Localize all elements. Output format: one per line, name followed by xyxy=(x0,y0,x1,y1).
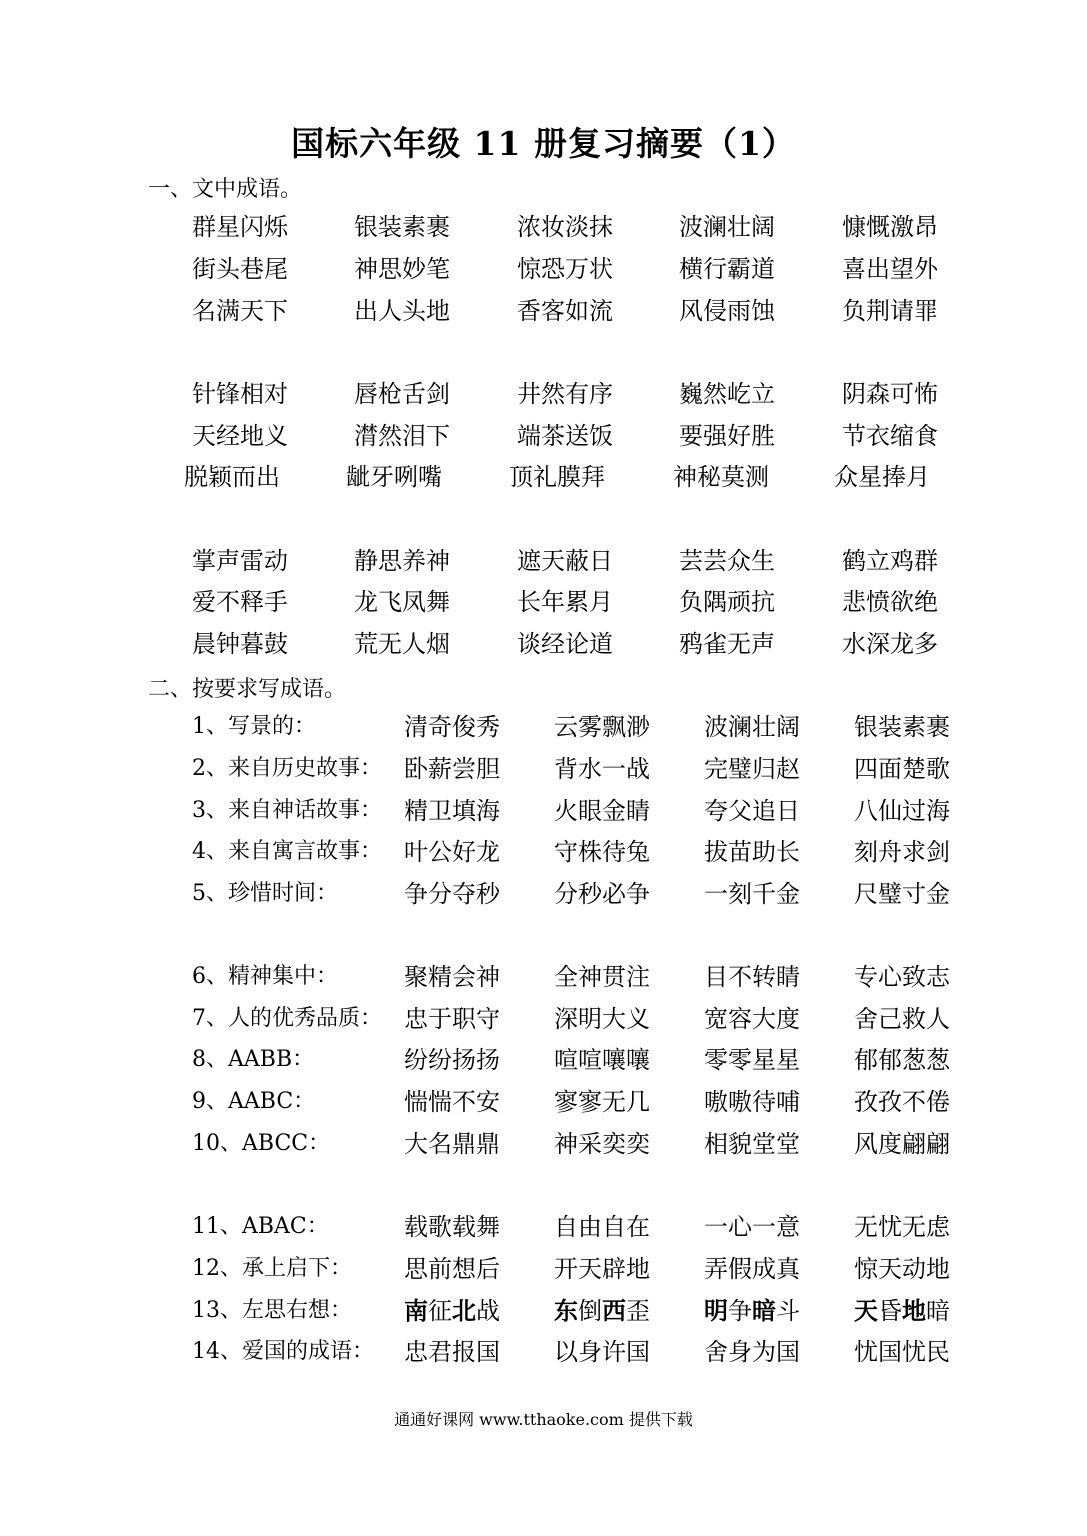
idiom-cell: 谈经论道 xyxy=(517,630,613,658)
idiom-cell: 目不转睛 xyxy=(704,963,800,991)
idiom-category-row xyxy=(0,960,1087,994)
idiom-cell: 浓妆淡抹 xyxy=(517,213,613,241)
idiom-category-row xyxy=(0,1043,1087,1077)
idiom-cell: 出人头地 xyxy=(354,297,450,325)
idiom-cell: 掌声雷动 xyxy=(192,547,288,575)
idiom-category-row xyxy=(0,1127,1087,1161)
idiom-category-row xyxy=(0,1335,1087,1369)
idiom-cell: 载歌载舞 xyxy=(404,1213,500,1241)
idiom-cell: 纷纷扬扬 xyxy=(404,1046,500,1074)
idiom-cell: 八仙过海 xyxy=(854,797,950,825)
idiom-category-row xyxy=(0,1252,1087,1286)
idiom-cell: 波澜壮阔 xyxy=(679,213,775,241)
idiom-cell: 思前想后 xyxy=(404,1255,500,1283)
idiom-cell: 晨钟暮鼓 xyxy=(192,630,288,658)
category-label: 14、爱国的成语： xyxy=(192,1339,374,1364)
idiom-cell: 惊恐万状 xyxy=(517,255,613,283)
idiom-category-row xyxy=(0,877,1087,911)
idiom-cell: 宽容大度 xyxy=(704,1005,800,1033)
idiom-cell: 一刻千金 xyxy=(704,880,800,908)
idiom-category-row xyxy=(0,710,1087,744)
idiom-cell: 慷慨激昂 xyxy=(842,213,938,241)
idiom-cell: 悲愤欲绝 xyxy=(842,588,938,616)
idiom-cell: 脱颖而出 xyxy=(184,463,280,491)
idiom-cell: 香客如流 xyxy=(517,297,613,325)
idiom-cell: 龙飞凤舞 xyxy=(354,588,450,616)
category-label: 8、AABB： xyxy=(192,1047,315,1072)
idiom-cell: 卧薪尝胆 xyxy=(404,755,500,783)
idiom-cell: 专心致志 xyxy=(854,963,950,991)
category-label: 3、来自神话故事： xyxy=(192,798,382,823)
idiom-cell: 街头巷尾 xyxy=(192,255,288,283)
idiom-cell: 一心一意 xyxy=(704,1213,800,1241)
idiom-cell: 南征北战 xyxy=(404,1297,500,1325)
idiom-cell: 拔苗助长 xyxy=(704,838,800,866)
idiom-row xyxy=(0,627,1087,661)
idiom-cell: 弄假成真 xyxy=(704,1255,800,1283)
idiom-cell: 井然有序 xyxy=(517,380,613,408)
idiom-cell: 相貌堂堂 xyxy=(704,1130,800,1158)
idiom-category-row xyxy=(0,794,1087,828)
idiom-cell: 横行霸道 xyxy=(679,255,775,283)
idiom-cell: 云雾飘渺 xyxy=(554,713,650,741)
idiom-cell: 惴惴不安 xyxy=(404,1088,500,1116)
idiom-cell: 负隅顽抗 xyxy=(679,588,775,616)
category-label: 12、承上启下： xyxy=(192,1256,352,1281)
idiom-cell: 喜出望外 xyxy=(842,255,938,283)
idiom-cell: 遮天蔽日 xyxy=(517,547,613,575)
idiom-cell: 分秒必争 xyxy=(554,880,650,908)
idiom-cell: 荒无人烟 xyxy=(354,630,450,658)
idiom-row xyxy=(0,544,1087,578)
idiom-cell: 争分夺秒 xyxy=(404,880,500,908)
idiom-cell: 针锋相对 xyxy=(192,380,288,408)
idiom-cell: 开天辟地 xyxy=(554,1255,650,1283)
idiom-cell: 完璧归赵 xyxy=(704,755,800,783)
category-label: 13、左思右想： xyxy=(192,1298,352,1323)
idiom-cell: 神秘莫测 xyxy=(673,463,769,491)
category-label: 11、ABAC： xyxy=(192,1214,329,1239)
category-label: 5、珍惜时间： xyxy=(192,881,338,906)
idiom-row xyxy=(0,294,1087,328)
idiom-cell: 忠君报国 xyxy=(404,1338,500,1366)
idiom-category-row xyxy=(0,835,1087,869)
idiom-cell: 龇牙咧嘴 xyxy=(346,463,442,491)
idiom-cell: 寥寥无几 xyxy=(554,1088,650,1116)
idiom-cell: 以身许国 xyxy=(554,1338,650,1366)
idiom-cell: 舍身为国 xyxy=(704,1338,800,1366)
idiom-cell: 自由自在 xyxy=(554,1213,650,1241)
idiom-cell: 名满天下 xyxy=(192,297,288,325)
idiom-cell: 长年累月 xyxy=(517,588,613,616)
idiom-cell: 巍然屹立 xyxy=(679,380,775,408)
section1-heading: 一、文中成语。 xyxy=(148,177,303,202)
idiom-cell: 舍己救人 xyxy=(854,1005,950,1033)
idiom-cell: 深明大义 xyxy=(554,1005,650,1033)
idiom-cell: 零零星星 xyxy=(704,1046,800,1074)
idiom-cell: 尺璧寸金 xyxy=(854,880,950,908)
idiom-cell: 要强好胜 xyxy=(679,422,775,450)
idiom-cell: 顶礼膜拜 xyxy=(509,463,605,491)
idiom-cell: 夸父追日 xyxy=(704,797,800,825)
idiom-cell: 刻舟求剑 xyxy=(854,838,950,866)
idiom-cell: 孜孜不倦 xyxy=(854,1088,950,1116)
idiom-cell: 唇枪舌剑 xyxy=(354,380,450,408)
idiom-cell: 火眼金睛 xyxy=(554,797,650,825)
idiom-cell: 潸然泪下 xyxy=(354,422,450,450)
idiom-cell: 银装素裹 xyxy=(354,213,450,241)
idiom-cell: 清奇俊秀 xyxy=(404,713,500,741)
idiom-cell: 背水一战 xyxy=(554,755,650,783)
idiom-category-row xyxy=(0,1002,1087,1036)
idiom-cell: 水深龙多 xyxy=(842,630,938,658)
idiom-cell: 全神贯注 xyxy=(554,963,650,991)
idiom-cell: 静思养神 xyxy=(354,547,450,575)
section2-heading: 二、按要求写成语。 xyxy=(148,677,347,702)
idiom-cell: 郁郁葱葱 xyxy=(854,1046,950,1074)
idiom-cell: 喧喧嚷嚷 xyxy=(554,1046,650,1074)
page-title: 国标六年级 11 册复习摘要（1） xyxy=(291,124,796,163)
idiom-cell: 明争暗斗 xyxy=(704,1297,800,1325)
idiom-cell: 大名鼎鼎 xyxy=(404,1130,500,1158)
category-label: 9、AABC： xyxy=(192,1089,316,1114)
idiom-cell: 风度翩翩 xyxy=(854,1130,950,1158)
idiom-cell: 爱不释手 xyxy=(192,588,288,616)
idiom-cell: 天经地义 xyxy=(192,422,288,450)
idiom-cell: 银装素裹 xyxy=(854,713,950,741)
category-label: 6、精神集中： xyxy=(192,964,338,989)
idiom-cell: 忠于职守 xyxy=(404,1005,500,1033)
idiom-cell: 四面楚歌 xyxy=(854,755,950,783)
idiom-cell: 神思妙笔 xyxy=(354,255,450,283)
idiom-cell: 精卫填海 xyxy=(404,797,500,825)
idiom-cell: 嗷嗷待哺 xyxy=(704,1088,800,1116)
idiom-cell: 芸芸众生 xyxy=(679,547,775,575)
idiom-cell: 聚精会神 xyxy=(404,963,500,991)
idiom-cell: 东倒西歪 xyxy=(554,1297,650,1325)
idiom-cell: 神采奕奕 xyxy=(554,1130,650,1158)
category-label: 7、人的优秀品质： xyxy=(192,1006,382,1031)
idiom-cell: 忧国忧民 xyxy=(854,1338,950,1366)
idiom-cell: 负荆请罪 xyxy=(842,297,938,325)
idiom-category-row xyxy=(0,1210,1087,1244)
idiom-cell: 惊天动地 xyxy=(854,1255,950,1283)
category-label: 4、来自寓言故事： xyxy=(192,839,382,864)
category-label: 1、写景的： xyxy=(192,714,316,739)
idiom-cell: 众星捧月 xyxy=(834,463,930,491)
idiom-cell: 鸦雀无声 xyxy=(679,630,775,658)
idiom-cell: 群星闪烁 xyxy=(192,213,288,241)
idiom-category-row xyxy=(0,1294,1087,1328)
idiom-row xyxy=(0,252,1087,286)
idiom-cell: 波澜壮阔 xyxy=(704,713,800,741)
idiom-row xyxy=(0,585,1087,619)
idiom-row xyxy=(0,460,1087,494)
idiom-category-row xyxy=(0,752,1087,786)
idiom-cell: 无忧无虑 xyxy=(854,1213,950,1241)
idiom-cell: 鹤立鸡群 xyxy=(842,547,938,575)
idiom-cell: 节衣缩食 xyxy=(842,422,938,450)
idiom-row xyxy=(0,210,1087,244)
idiom-cell: 端茶送饭 xyxy=(517,422,613,450)
idiom-cell: 阴森可怖 xyxy=(842,380,938,408)
footer: 通通好课网 www.tthaoke.com 提供下载 xyxy=(394,1410,693,1429)
idiom-row xyxy=(0,377,1087,411)
idiom-cell: 叶公好龙 xyxy=(404,838,500,866)
idiom-cell: 风侵雨蚀 xyxy=(679,297,775,325)
idiom-cell: 天昏地暗 xyxy=(854,1297,950,1325)
idiom-cell: 守株待兔 xyxy=(554,838,650,866)
idiom-category-row xyxy=(0,1085,1087,1119)
category-label: 2、来自历史故事： xyxy=(192,756,382,781)
category-label: 10、ABCC： xyxy=(192,1131,331,1156)
idiom-row xyxy=(0,419,1087,453)
